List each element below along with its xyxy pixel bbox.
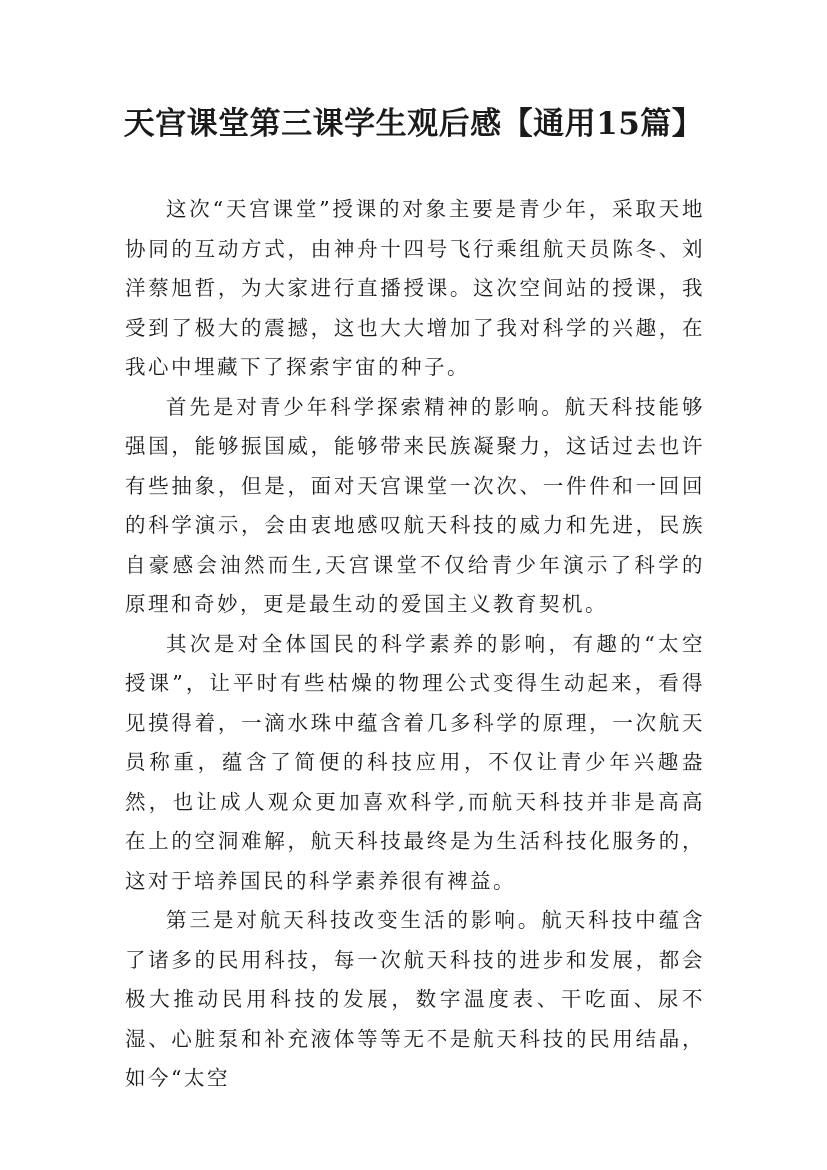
paragraph-3: 其次是对全体国民的科学素养的影响，有趣的“太空授课”，让平时有些枯燥的物理公式变得生动起来，看得见摸得着，一滴水珠中蕴含着几多科学的原理，一次航天员称重，蕴含了简便的科技应用，不仅让青少年兴趣盎然，也让成人观众更加喜欢科学,而航天科技并非是高高在上的空洞难解，航天科技最终是为生活科技化服务的，这对于培养国民的科学素养很有裨益。 [125, 631, 705, 893]
paragraph-4: 第三是对航天科技改变生活的影响。航天科技中蕴含了诸多的民用科技，每一次航天科技的进步和发展，都会极大推动民用科技的发展，数字温度表、干吃面、尿不湿、心脏泵和补充液体等等无不是航天科技的民用结晶，如今“太空 [125, 908, 705, 1090]
paragraph-1: 这次“天宫课堂”授课的对象主要是青少年，采取天地协同的互动方式，由神舟十四号飞行乘组航天员陈冬、刘洋蔡旭哲，为大家进行直播授课。这次空间站的授课，我受到了极大的震撼，这也大大增加了我对科学的兴趣，在我心中埋藏下了探索宇宙的种子。 [125, 197, 705, 379]
document-title: 天宫课堂第三课学生观后感【通用15篇】 [123, 106, 704, 142]
paragraph-2: 首先是对青少年科学探索精神的影响。航天科技能够强国，能够振国威，能够带来民族凝聚力，这话过去也许有些抽象，但是，面对天宫课堂一次次、一件件和一回回的科学演示，会由衷地感叹航天科技的威力和先进，民族自豪感会油然而生,天宫课堂不仅给青少年演示了科学的原理和奇妙，更是最生动的爱国主义教育契机。 [125, 394, 705, 616]
document-body [125, 190, 705, 1099]
